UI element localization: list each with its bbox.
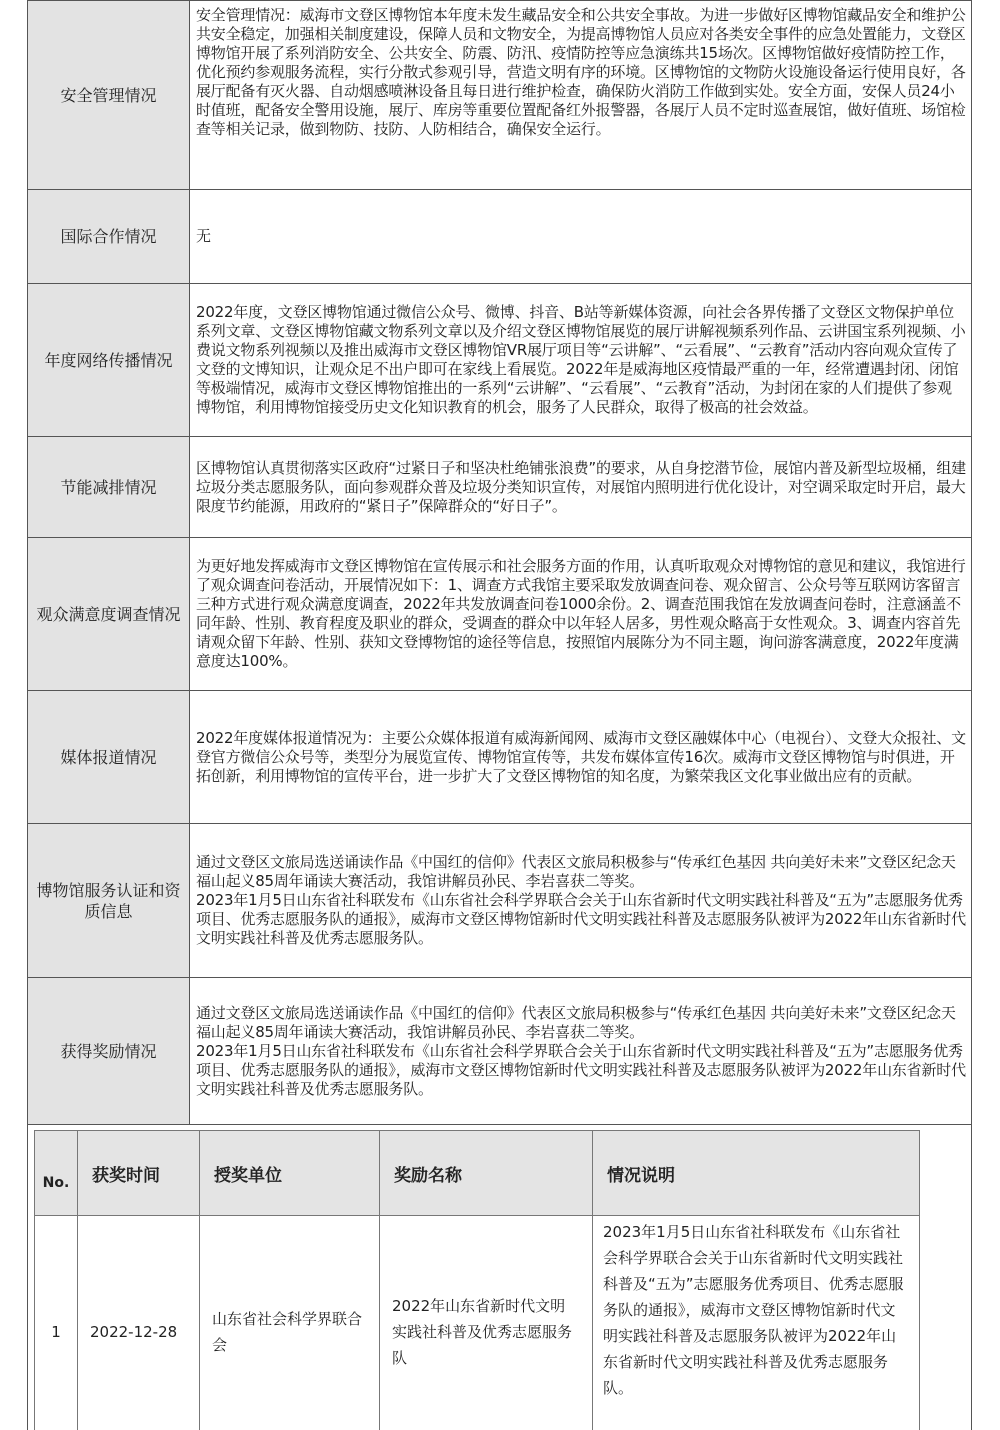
row-content	[190, 1, 972, 190]
header-unit: 授奖单位	[200, 1131, 380, 1216]
header-description: 情况说明	[593, 1131, 920, 1216]
report-row-energy	[28, 437, 972, 538]
header-date: 获奖时间	[78, 1131, 200, 1216]
row-content	[190, 824, 972, 978]
cell-unit: 山东省社会科学界联合会	[200, 1216, 380, 1430]
cell-description: 2023年1月5日山东省社科联发布《山东省社会科学界联合会关于山东省新时代文明实践社科普及“五为”志愿服务优秀项目、优秀志愿服务队的通报》，威海市文登区博物馆新时代文明实践社科普及志愿服务队被评为2022年山东省新时代文明实践社科普及优秀志愿服务队。	[593, 1216, 920, 1430]
row-label: 媒体报道情况	[28, 691, 190, 824]
row-content	[190, 190, 972, 284]
report-row-international	[28, 190, 972, 284]
row-label: 年度网络传播情况	[28, 284, 190, 437]
content-paragraph: 通过文登区文旅局选送诵读作品《中国红的信仰》代表区文旅局积极参与“传承红色基因 共向美好未来”文登区纪念天福山起义85周年诵读大赛活动，我馆讲解员孙民、李岩喜获二等奖。	[196, 1004, 966, 1042]
row-content	[190, 691, 972, 824]
content-paragraph: 2022年度媒体报道情况为：主要公众媒体报道有威海新闻网、威海市文登区融媒体中心（电视台）、文登大众报社、文登官方微信公众号等，类型分为展览宣传、博物馆宣传等，共发布媒体宣传16次。威海市文登区博物馆与时俱进，开拓创新，利用博物馆的宣传平台，进一步扩大了文登区博物馆的知名度，为繁荣我区文化事业做出应有的贡献。	[196, 729, 966, 786]
content-paragraph: 为更好地发挥威海市文登区博物馆在宣传展示和社会服务方面的作用，认真听取观众对博物馆的意见和建议，我馆进行了观众调查问卷活动，开展情况如下：1、调查方式我馆主要采取发放调查问卷、观众留言、公众号等互联网访客留言三种方式进行观众满意度调查，2022年共发放调查问卷1000余份。2、调查范围我馆在发放调查问卷时，注意涵盖不同年龄、性别、教育程度及职业的群众，受调查的群众中以年轻人居多，男性观众略高于女性观众。3、调查内容首先请观众留下年龄、性别、获知文登博物馆的途径等信息，按照馆内展陈分为不同主题，询问游客满意度，2022年度满意度达100%。	[196, 557, 966, 671]
report-table	[27, 0, 972, 1125]
content-paragraph: 区博物馆认真贯彻落实区政府“过紧日子和坚决杜绝铺张浪费”的要求，从自身挖潜节俭，展馆内普及新型垃圾桶，组建垃圾分类志愿服务队，面向参观群众普及垃圾分类知识宣传，对展馆内照明进行优化设计，对空调采取定时开启，最大限度节约能源，用政府的“紧日子”保障群众的“好日子”。	[196, 459, 966, 516]
cell-award-name: 2022年山东省新时代文明实践社科普及优秀志愿服务队	[380, 1216, 593, 1430]
row-label: 国际合作情况	[28, 190, 190, 284]
content-paragraph: 2023年1月5日山东省社科联发布《山东省社会科学界联合会关于山东省新时代文明实践社科普及“五为”志愿服务优秀项目、优秀志愿服务队的通报》，威海市文登区博物馆新时代文明实践社科普及志愿服务队被评为2022年山东省新时代文明实践社科普及优秀志愿服务队。	[196, 891, 966, 948]
content-paragraph: 2022年度，文登区博物馆通过微信公众号、微博、抖音、B站等新媒体资源，向社会各界传播了文登区文物保护单位系列文章、文登区博物馆藏文物系列文章以及介绍文登区博物馆展览的展厅讲解视频系列作品、云讲国宝系列视频、小费说文物系列视频以及推出威海市文登区博物馆VR展厅项目等“云讲解”、“云看展”、“云教育”活动内容向观众宣传了文登的文博知识，让观众足不出户即可在家线上看展览。2022年是威海地区疫情最严重的一年，经常遭遇封闭、闭馆等极端情况，威海市文登区博物馆推出的一系列“云讲解”、“云看展”、“云教育”活动，为封闭在家的人们提供了参观博物馆，利用博物馆接受历史文化知识教育的机会，服务了人民群众，取得了极高的社会效益。	[196, 303, 966, 417]
awards-table	[34, 1130, 920, 1430]
content-paragraph: 无	[196, 227, 966, 246]
cell-no: 1	[35, 1216, 78, 1430]
table-row	[35, 1216, 920, 1430]
report-row-network	[28, 284, 972, 437]
content-paragraph: 安全管理情况：威海市文登区博物馆本年度未发生藏品安全和公共安全事故。为进一步做好区博物馆藏品安全和维护公共安全稳定，加强相关制度建设，保障人员和文物安全，为提高博物馆人员应对各类安全事件的应急处置能力，文登区博物馆开展了系列消防安全、公共安全、防震、防汛、疫情防控等应急演练共15场次。区博物馆做好疫情防控工作，优化预约参观服务流程，实行分散式参观引导，营造文明有序的环境。区博物馆的文物防火设施设备运行使用良好，各展厅配备有灭火器、自动烟感喷淋设备且每日进行维护检查，确保防火消防工作做到实处。安全方面，安保人员24小时值班，配备安全警用设施，展厅、库房等重要位置配备红外报警器，各展厅人员不定时巡查展馆，做好值班、场馆检查等相关记录，做到物防、技防、人防相结合，确保安全运行。	[196, 6, 966, 139]
awards-section	[27, 1125, 972, 1430]
content-paragraph: 通过文登区文旅局选送诵读作品《中国红的信仰》代表区文旅局积极参与“传承红色基因 共向美好未来”文登区纪念天福山起义85周年诵读大赛活动，我馆讲解员孙民、李岩喜获二等奖。	[196, 853, 966, 891]
report-row-safety	[28, 1, 972, 190]
report-row-certification	[28, 824, 972, 978]
awards-header-row	[35, 1131, 920, 1216]
header-no: No.	[35, 1131, 78, 1216]
report-row-media	[28, 691, 972, 824]
row-label: 博物馆服务认证和资质信息	[28, 824, 190, 978]
report-sheet	[27, 0, 972, 1430]
report-row-satisfaction	[28, 538, 972, 691]
row-label: 节能减排情况	[28, 437, 190, 538]
row-content	[190, 437, 972, 538]
cell-date: 2022-12-28	[78, 1216, 200, 1430]
row-label: 获得奖励情况	[28, 978, 190, 1125]
row-label: 安全管理情况	[28, 1, 190, 190]
row-content	[190, 538, 972, 691]
row-content	[190, 978, 972, 1125]
row-label: 观众满意度调查情况	[28, 538, 190, 691]
report-row-awards	[28, 978, 972, 1125]
content-paragraph: 2023年1月5日山东省社科联发布《山东省社会科学界联合会关于山东省新时代文明实践社科普及“五为”志愿服务优秀项目、优秀志愿服务队的通报》，威海市文登区博物馆新时代文明实践社科普及志愿服务队被评为2022年山东省新时代文明实践社科普及优秀志愿服务队。	[196, 1042, 966, 1099]
header-award-name: 奖励名称	[380, 1131, 593, 1216]
row-content	[190, 284, 972, 437]
